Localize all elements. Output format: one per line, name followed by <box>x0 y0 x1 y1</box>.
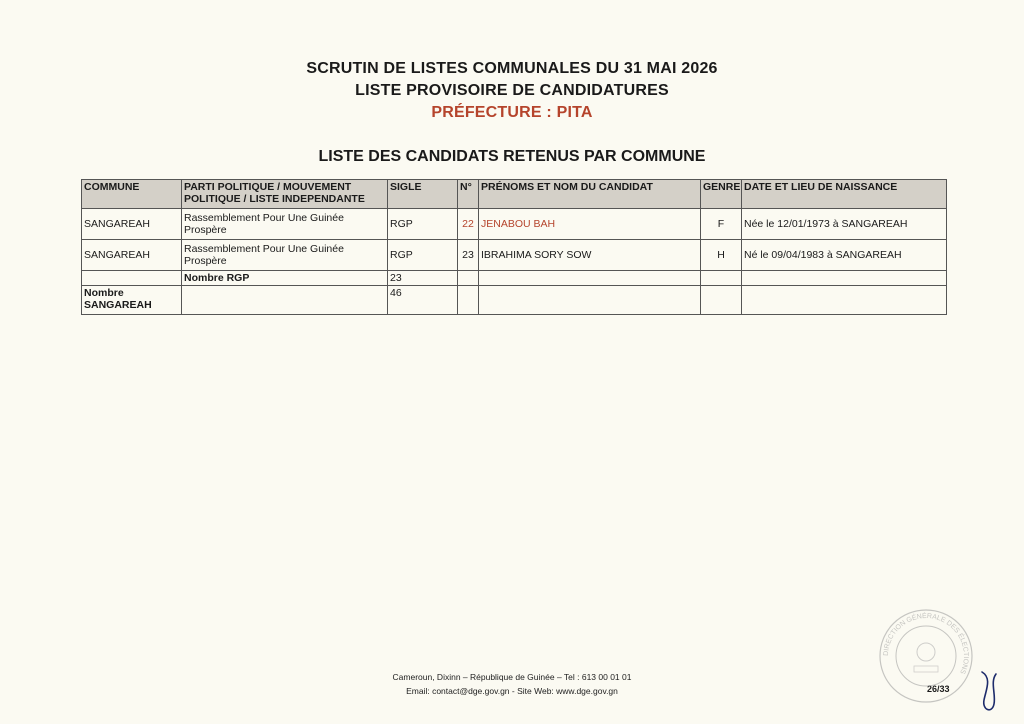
cell-empty <box>458 286 479 315</box>
cell-empty <box>742 286 947 315</box>
section-title: LISTE DES CANDIDATS RETENUS PAR COMMUNE <box>318 148 706 165</box>
col-header-num: N° <box>458 180 479 209</box>
footer-contact: Email: contact@dge.gov.gn - Site Web: www.dge.gov.gn <box>406 686 618 696</box>
document-header <box>0 58 1024 124</box>
list-title: LISTE PROVISOIRE DE CANDIDATURES <box>355 82 669 99</box>
cell-empty <box>701 286 742 315</box>
cell-naissance: Née le 12/01/1973 à SANGAREAH <box>742 209 947 240</box>
party-total-label: Nombre RGP <box>182 271 388 286</box>
commune-total-value: 46 <box>388 286 458 315</box>
commune-total-row <box>82 286 947 315</box>
table-row <box>82 209 947 240</box>
cell-nom: JENABOU BAH <box>479 209 701 240</box>
commune-total-label: Nombre SANGAREAH <box>82 286 182 315</box>
cell-empty <box>701 271 742 286</box>
cell-empty <box>458 271 479 286</box>
cell-genre: F <box>701 209 742 240</box>
cell-num: 23 <box>458 240 479 271</box>
table-header-row <box>82 180 947 209</box>
party-total-value: 23 <box>388 271 458 286</box>
party-total-row <box>82 271 947 286</box>
col-header-genre: GENRE <box>701 180 742 209</box>
cell-commune: SANGAREAH <box>82 240 182 271</box>
cell-empty <box>742 271 947 286</box>
page-number: 26/33 <box>927 684 950 694</box>
cell-naissance: Né le 09/04/1983 à SANGAREAH <box>742 240 947 271</box>
col-header-parti: PARTI POLITIQUE / MOUVEMENT POLITIQUE / LISTE INDEPENDANTE <box>182 180 388 209</box>
cell-nom: IBRAHIMA SORY SOW <box>479 240 701 271</box>
election-title: SCRUTIN DE LISTES COMMUNALES DU 31 MAI 2026 <box>306 60 718 77</box>
cell-sigle: RGP <box>388 240 458 271</box>
col-header-commune: COMMUNE <box>82 180 182 209</box>
cell-empty <box>479 271 701 286</box>
cell-parti: Rassemblement Pour Une Guinée Prospère <box>182 240 388 271</box>
cell-parti: Rassemblement Pour Une Guinée Prospère <box>182 209 388 240</box>
signature-icon <box>978 668 1000 716</box>
candidates-table <box>81 179 947 315</box>
cell-sigle: RGP <box>388 209 458 240</box>
cell-commune: SANGAREAH <box>82 209 182 240</box>
official-stamp-icon <box>876 606 976 706</box>
cell-empty <box>82 271 182 286</box>
col-header-sigle: SIGLE <box>388 180 458 209</box>
page-footer <box>0 670 1024 698</box>
footer-address: Cameroun, Dixinn – République de Guinée – Tel : 613 00 01 01 <box>392 672 632 682</box>
cell-empty <box>479 286 701 315</box>
cell-genre: H <box>701 240 742 271</box>
col-header-naissance: DATE ET LIEU DE NAISSANCE <box>742 180 947 209</box>
cell-num: 22 <box>458 209 479 240</box>
cell-empty <box>182 286 388 315</box>
col-header-nom: PRÉNOMS ET NOM DU CANDIDAT <box>479 180 701 209</box>
prefecture-title: PRÉFECTURE : PITA <box>431 104 593 121</box>
stamp-text: DIRECTION GÉNÉRALE DES ÉLECTIONS <box>882 612 970 675</box>
table-row <box>82 240 947 271</box>
